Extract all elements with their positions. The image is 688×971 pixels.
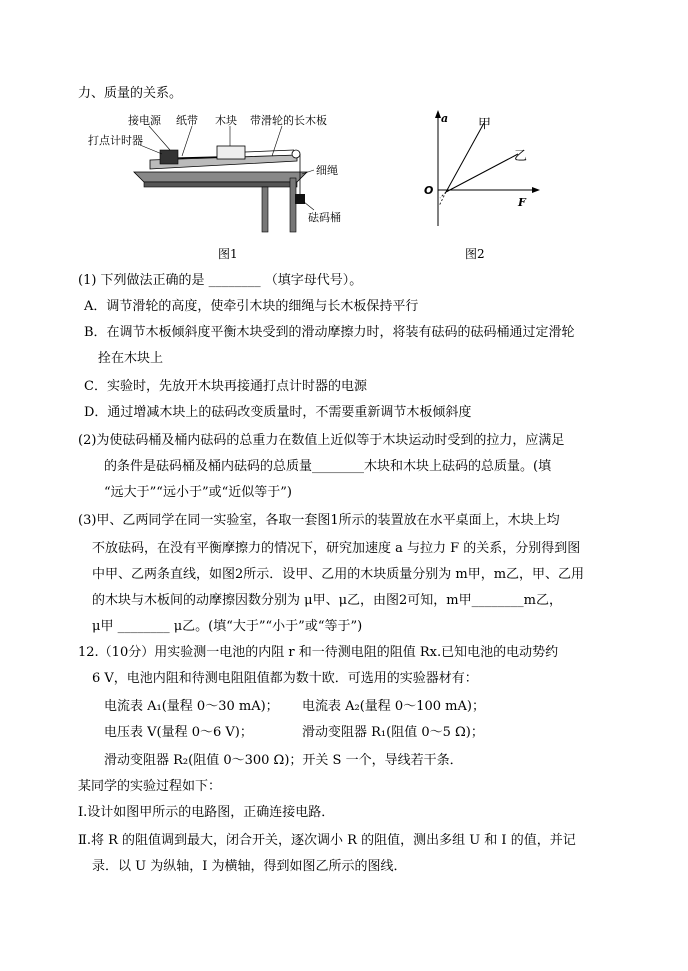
q12-equipment-2a: 电压表 V(量程 0～6 V)； — [104, 725, 253, 740]
label-tape: 纸带 — [176, 114, 198, 127]
q12-equipment-1a: 电流表 A₁(量程 0～30 mA)； — [104, 699, 279, 714]
timer-box — [160, 150, 178, 164]
label-bucket: 砝码桶 — [308, 211, 341, 224]
q3-line-1: (3)甲、乙两同学在同一实验室，各取一套图1所示的装置放在水平桌面上，木块上均 — [78, 513, 560, 528]
q1-stem: (1) 下列做法正确的是 ________ （填字母代号）。 — [78, 273, 363, 288]
q1-option-b-cont: 拴在木块上 — [98, 351, 164, 366]
axis-y-label: a — [441, 112, 449, 125]
q1-option-b: B．在调节木板倾斜度平衡木块受到的滑动摩擦力时，将装有砝码的砝码桶通过定滑轮 — [84, 325, 575, 340]
origin-label: O — [424, 184, 434, 197]
q2-line-2: 的条件是砝码桶及桶内砝码的总质量________木块和木块上砝码的总质量。(填 — [104, 459, 552, 474]
figure-2-caption: 图2 — [465, 247, 485, 261]
line-jia-label: 甲 — [478, 117, 492, 132]
table-top — [134, 172, 307, 182]
pulley — [292, 150, 300, 158]
table-leg — [262, 187, 268, 232]
q1-option-d: D．通过增减木块上的砝码改变质量时，不需要重新调节木板倾斜度 — [84, 405, 472, 420]
q3-line-2: 不放砝码，在没有平衡摩擦力的情况下，研究加速度 a 与拉力 F 的关系，分别得到图 — [92, 541, 581, 556]
label-board: 带滑轮的长木板 — [250, 114, 327, 127]
axis-x-label: F — [518, 196, 526, 209]
q3-line-4: 的木块与木板间的动摩擦因数分别为 μ甲、μ乙，由图2可知，m甲________m乙， — [92, 593, 562, 608]
q12-equipment-1b: 电流表 A₂(量程 0～100 mA)； — [302, 699, 485, 714]
q3-line-3: 中甲、乙两条直线，如图2所示．设甲、乙用的木块质量分别为 m甲，m乙，甲、乙用 — [92, 567, 585, 582]
label-power: 接电源 — [128, 114, 161, 127]
figure-1-caption: 图1 — [218, 247, 238, 261]
intro-text: 力、质量的关系。 — [78, 86, 183, 101]
q1-option-a: A．调节滑轮的高度，使牵引木块的细绳与长木板保持平行 — [84, 299, 419, 314]
q2-line-1: (2)为使砝码桶及桶内砝码的总重力在数值上近似等于木块运动时受到的拉力，应满足 — [78, 433, 565, 448]
figure-2-graph — [418, 108, 548, 236]
q12-line-1: 12.（10分）用实验测一电池的内阻 r 和一待测电阻的阻值 Rx.已知电池的电动势约 — [78, 645, 559, 660]
q12-step-1: Ⅰ.设计如图甲所示的电路图，正确连接电路． — [78, 805, 335, 820]
label-rope: 细绳 — [316, 164, 338, 177]
q3-line-5: μ甲 ________ μ乙。(填“大于”“小于”或“等于”) — [92, 619, 363, 634]
q1-option-c: C．实验时，先放开木块再接通打点计时器的电源 — [84, 379, 367, 394]
label-timer: 打点计时器 — [88, 134, 143, 147]
q12-line-2: 6 V，电池内阻和待测电阻阻值都为数十欧．可选用的实验器材有： — [92, 671, 478, 686]
q12-equipment-3: 滑动变阻器 R₂(阻值 0～300 Ω)；开关 S 一个，导线若干条． — [104, 753, 463, 768]
line-yi-label: 乙 — [514, 149, 528, 164]
q12-process-intro: 某同学的实验过程如下： — [78, 779, 222, 794]
table-leg — [290, 178, 296, 232]
q2-line-3: “远大于”“远小于”或“近似等于”) — [104, 485, 292, 500]
label-block: 木块 — [215, 114, 237, 127]
wood-block — [217, 146, 245, 159]
figure-1-apparatus — [82, 112, 372, 237]
q12-step-2: Ⅱ.将 R 的阻值调到最大，闭合开关，逐次调小 R 的阻值，测出多组 U 和 I 的值，并记 — [78, 833, 576, 848]
q12-step-2-cont: 录．以 U 为纵轴，I 为横轴，得到如图乙所示的图线． — [92, 859, 407, 874]
q12-equipment-2b: 滑动变阻器 R₁(阻值 0～5 Ω)； — [302, 725, 484, 740]
weight-bucket — [295, 194, 305, 204]
